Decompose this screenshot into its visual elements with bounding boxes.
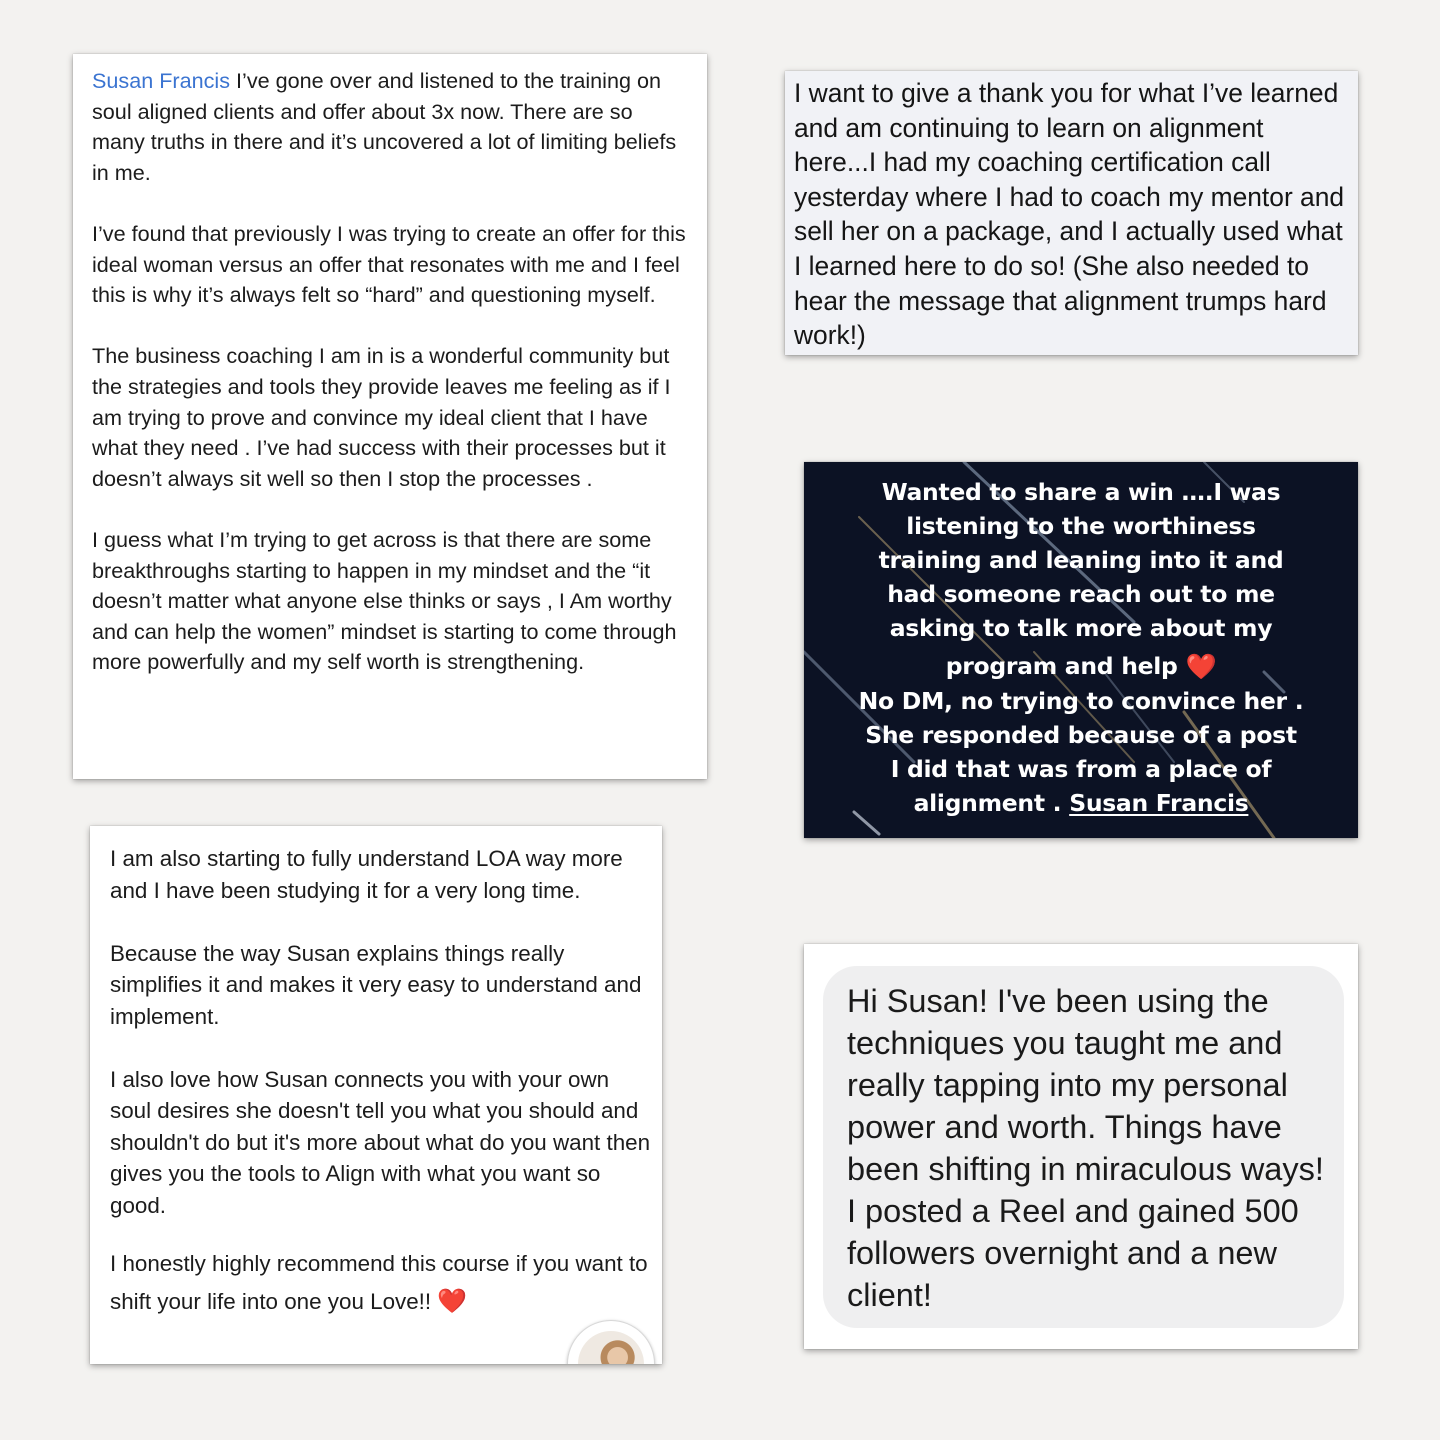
- testimonial-paragraph: [110, 1245, 652, 1320]
- author-name-link[interactable]: Susan Francis: [1069, 789, 1249, 817]
- win-line: program and help: [945, 652, 1178, 680]
- testimonial-paragraph: [92, 66, 689, 188]
- testimonial-paragraph: I am also starting to fully understand LOA way more and I have been studying it for a very long time.: [110, 846, 629, 903]
- testimonial-card-win: [804, 462, 1358, 838]
- testimonial-card-certification: [785, 71, 1358, 355]
- win-line-with-heart: [804, 649, 1358, 684]
- author-name-link[interactable]: Susan Francis: [92, 68, 231, 93]
- win-message: [804, 475, 1358, 820]
- heart-icon: ❤️: [1185, 652, 1217, 681]
- win-line-with-link: [804, 786, 1358, 820]
- testimonial-paragraph: Because the way Susan explains things really simplifies it and makes it very easy to understand and implement.: [110, 940, 648, 1029]
- win-line: Wanted to share a win ….I was: [881, 478, 1281, 506]
- message-bubble: [823, 966, 1344, 1328]
- testimonial-paragraph: The business coaching I am in is a wonderful community but the strategies and tools they provide leaves me feeling as if I am trying to prove and convince my ideal client that I have what they need . I’ve had success with their processes but it doesn’t always sit well so then I stop the processes .: [92, 343, 677, 491]
- win-line: She responded because of a post: [865, 721, 1297, 749]
- win-line: alignment .: [913, 789, 1062, 817]
- win-line: No DM, no trying to convince her .: [858, 687, 1304, 715]
- win-line: had someone reach out to me: [887, 580, 1275, 608]
- testimonial-intro: I’ve gone over and listened to the training on soul aligned clients and offer about 3x now. There are so many truths in there and it’s uncovered a lot of limiting beliefs in me.: [92, 68, 683, 185]
- testimonial-paragraph: I guess what I’m trying to get across is that there are some breakthroughs starting to happen in my mindset and the “it doesn’t matter what anyone else thinks or says , I Am worthy and can help the women” mindset is starting to come through more powerfully and my self worth is strengthening.: [92, 526, 683, 675]
- win-line: listening to the worthiness: [906, 512, 1256, 540]
- message-text: Hi Susan! I've been using the techniques you taught me and really tapping into my personal power and worth. Things have been shifting in miraculous ways! I posted a Reel and gained 500 followers overnight and a new client!: [847, 983, 1333, 1313]
- avatar-photo: [578, 1331, 644, 1364]
- testimonial-text: I want to give a thank you for what I’ve learned and am continuing to learn on alignment here...I had my coaching certification call yesterday where I had to coach my mentor and sell her on a package, and I actually used what I learned here to do so! (She also needed to hear the message that alignment trumps hard work!): [794, 78, 1352, 351]
- testimonial-paragraph: I’ve found that previously I was trying to create an offer for this ideal woman versus an offer that resonates with me and I feel this is why it’s always felt so “hard” and questioning myself.: [92, 220, 692, 308]
- win-line: I did that was from a place of: [890, 755, 1272, 783]
- testimonial-card-training: [73, 54, 707, 779]
- win-line: training and leaning into it and: [878, 546, 1284, 574]
- avatar[interactable]: [567, 1320, 655, 1364]
- testimonial-paragraph: I also love how Susan connects you with your own soul desires she doesn't tell you what you should and shouldn't do but it's more about what do you want then gives you the tools to Align with what you want so good.: [110, 1066, 657, 1218]
- recommendation-text: I honestly highly recommend this course if you want to shift your life into one you Love!!: [110, 1251, 654, 1314]
- testimonial-card-loa: [90, 826, 662, 1364]
- testimonial-card-dm: [804, 944, 1358, 1349]
- win-line: asking to talk more about my: [889, 614, 1273, 642]
- heart-icon: ❤️: [437, 1287, 468, 1315]
